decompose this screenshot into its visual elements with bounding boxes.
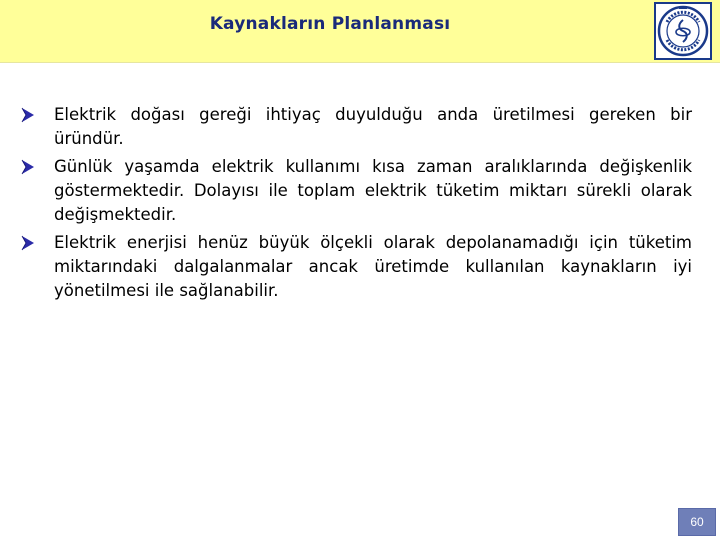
bullet-text: Elektrik doğası gereği ihtiyaç duyulduğu anda üretilmesi gereken bir üründür. <box>54 105 692 148</box>
arrow-bullet-icon <box>20 159 36 175</box>
arrow-bullet-icon <box>20 107 36 123</box>
university-seal-icon <box>654 2 712 60</box>
bullet-item <box>20 103 692 151</box>
header-band <box>0 0 720 63</box>
slide-title: Kaynakların Planlanması <box>209 14 451 34</box>
page-number: 60 <box>690 515 704 529</box>
bullet-item <box>20 231 692 303</box>
bullet-text: Günlük yaşamda elektrik kullanımı kısa zaman aralıklarında değişkenlik göstermektedir. Dolayısı ile toplam elektrik tüketim miktarı sürekli olarak değişmektedir. <box>54 157 692 224</box>
arrow-bullet-icon <box>20 235 36 251</box>
page-number-box <box>678 508 716 536</box>
bullet-item <box>20 155 692 227</box>
bullet-text: Elektrik enerjisi henüz büyük ölçekli olarak depolanamadığı için tüketim miktarındaki dalgalanmalar ancak üretimde kullanılan kaynakların iyi yönetilmesi ile sağlanabilir. <box>54 233 692 300</box>
bullet-list <box>20 103 692 307</box>
